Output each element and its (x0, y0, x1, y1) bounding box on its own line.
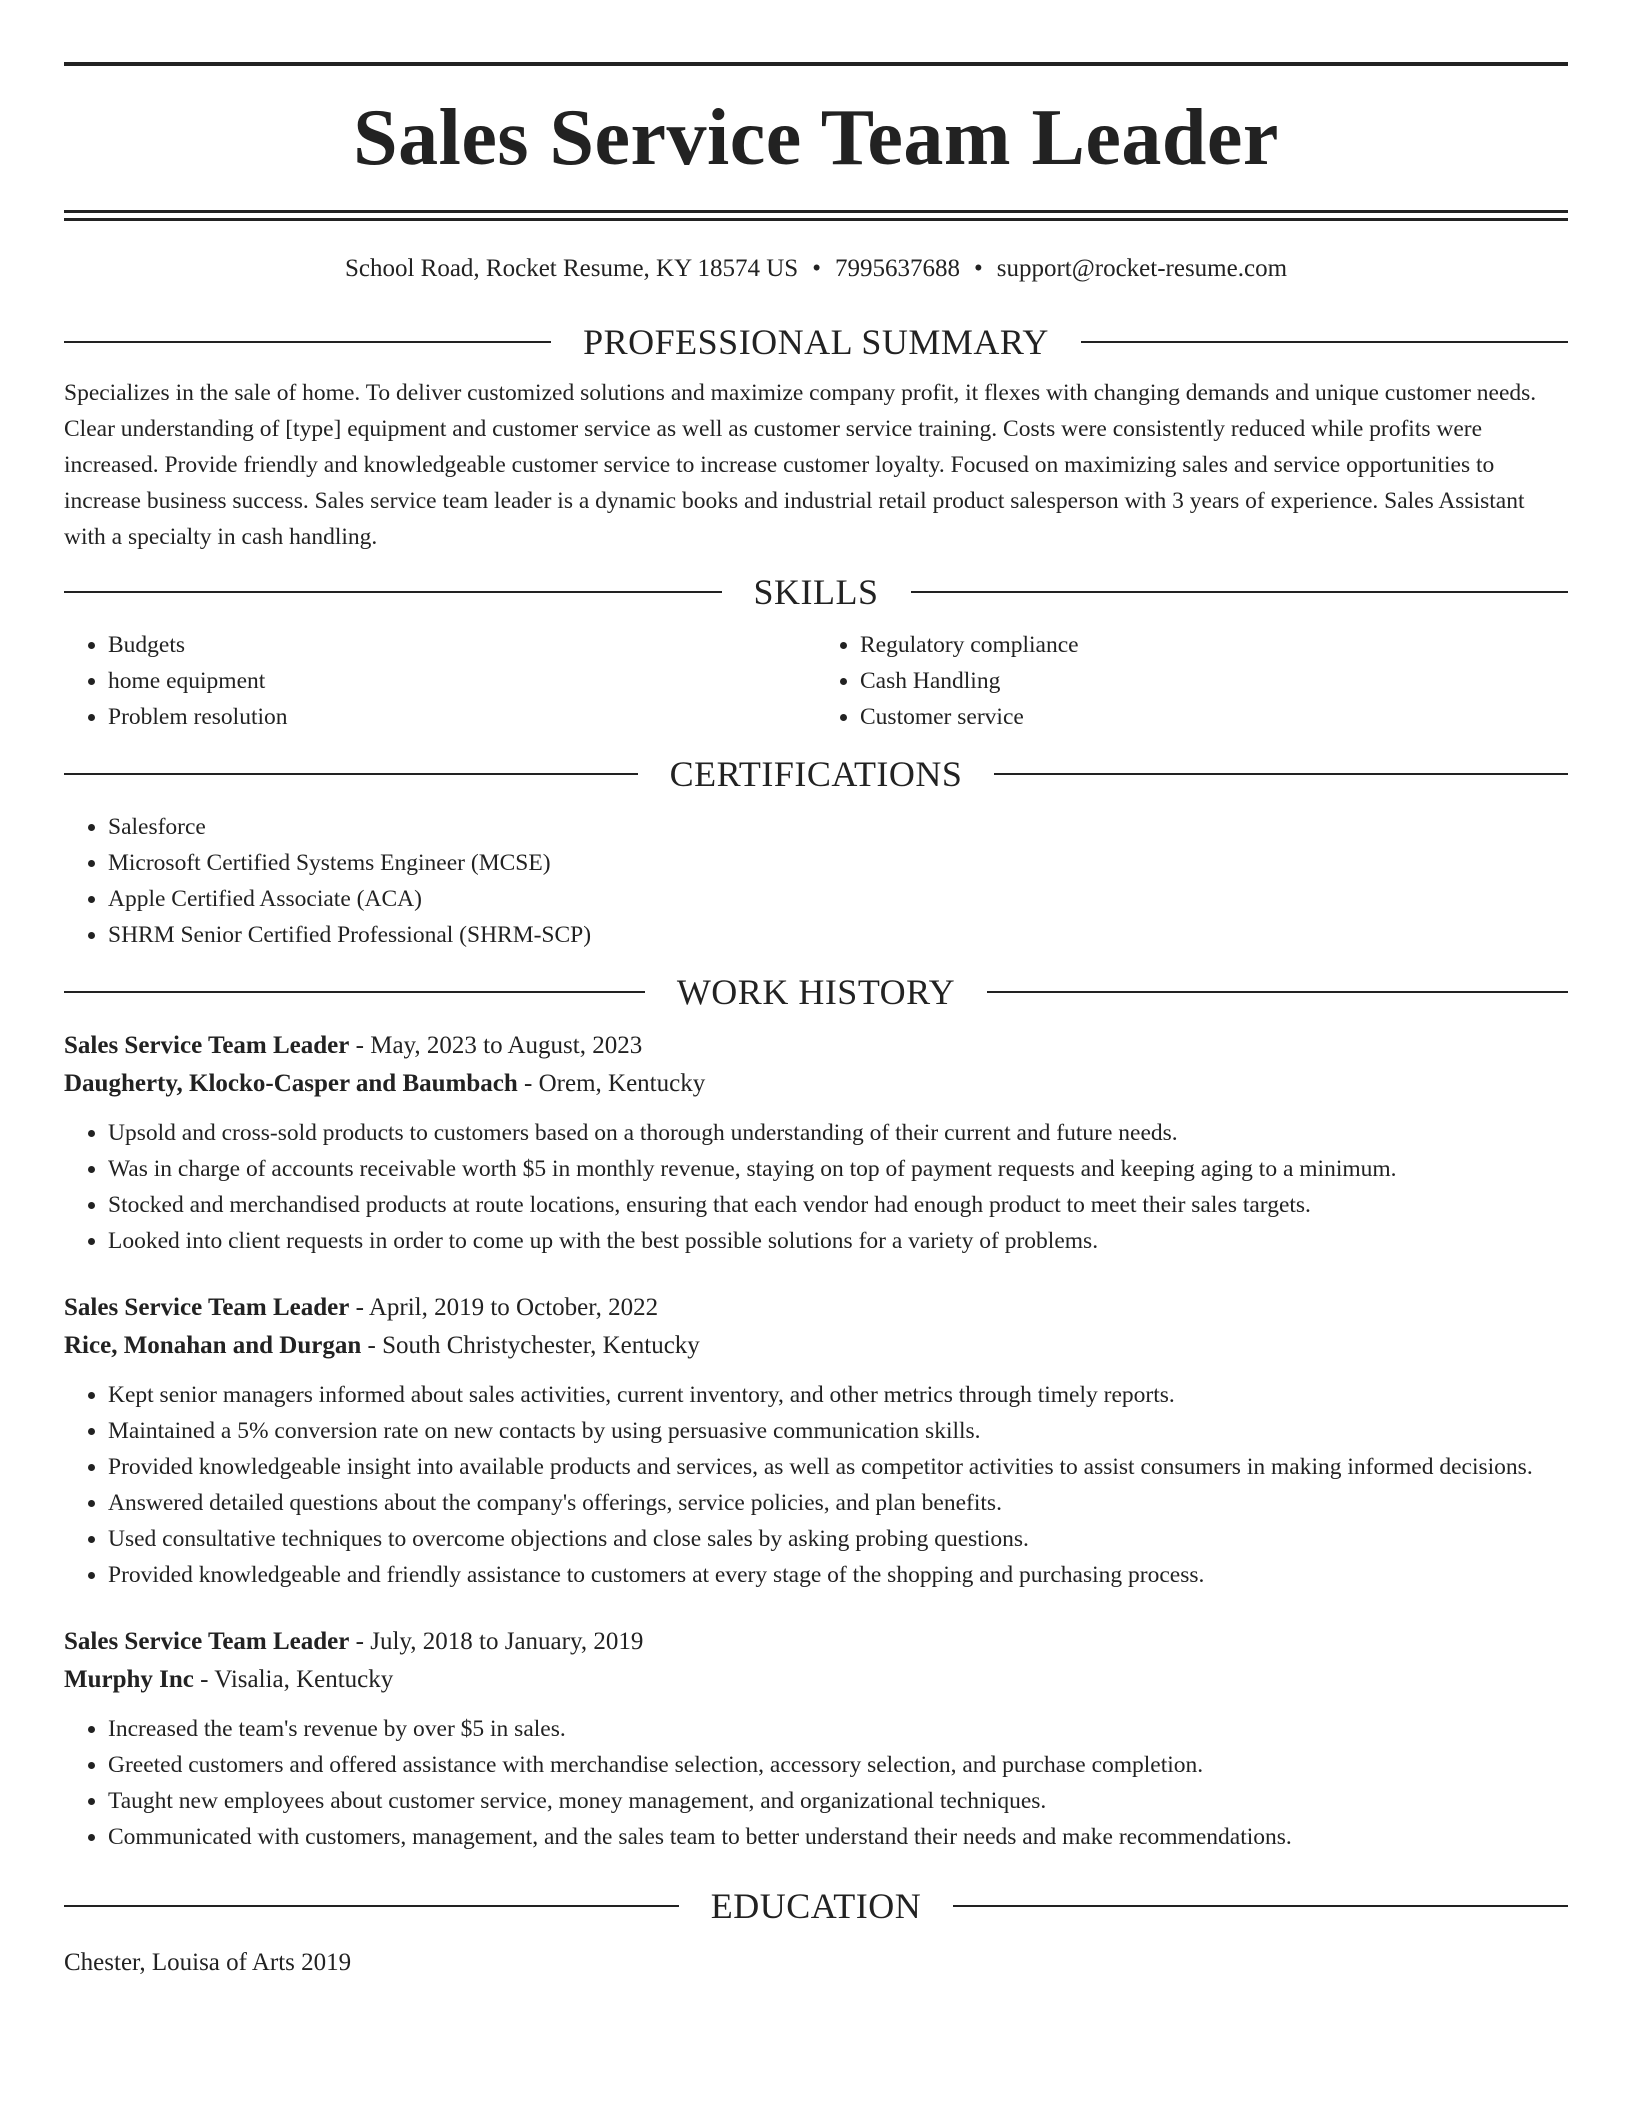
job-company: Rice, Monahan and Durgan (64, 1332, 362, 1359)
education-heading (64, 1885, 1568, 1927)
job-bullet: • Provided knowledgeable insight into available products and services, as well as competitor activities to assist consumers in making informed decisions. (108, 1449, 1568, 1485)
job-bullet: • Kept senior managers informed about sales activities, current inventory, and other metrics through timely reports. (108, 1377, 1568, 1413)
summary-heading-label: PROFESSIONAL SUMMARY (583, 322, 1049, 362)
skill-item: • home equipment (108, 663, 816, 699)
summary-heading (64, 321, 1568, 363)
heading-rule (994, 773, 1568, 775)
job-dates: - April, 2019 to October, 2022 (349, 1294, 659, 1321)
job-company-line (64, 1661, 1568, 1699)
education-heading-label: EDUCATION (710, 1886, 922, 1926)
job-company: Daugherty, Klocko-Casper and Baumbach (64, 1070, 518, 1097)
job-bullet: • Looked into client requests in order to come up with the best possible solutions for a variety of problems. (108, 1223, 1568, 1259)
job-bullets (64, 1711, 1568, 1855)
skill-item: • Customer service (860, 699, 1568, 735)
job-bullets (64, 1115, 1568, 1259)
job-bullet: • Stocked and merchandised products at route locations, ensuring that each vendor had enough product to meet their sales targets. (108, 1187, 1568, 1223)
certification-item: • Microsoft Certified Systems Engineer (MCSE) (108, 845, 1568, 881)
job-company: Murphy Inc (64, 1666, 194, 1693)
job-title: Sales Service Team Leader (64, 1628, 350, 1655)
certification-item: • Apple Certified Associate (ACA) (108, 881, 1568, 917)
work-history-heading (64, 971, 1568, 1013)
skills-heading (64, 571, 1568, 613)
heading-rule (64, 773, 638, 775)
resume-page (64, 0, 1568, 1977)
resume-title: Sales Service Team Leader (353, 94, 1279, 182)
job-bullet: • Maintained a 5% conversion rate on new contacts by using persuasive communication skills. (108, 1413, 1568, 1449)
certifications-list (64, 809, 1568, 953)
skills-column-right (816, 627, 1568, 735)
skill-item: • Cash Handling (860, 663, 1568, 699)
job-bullets (64, 1377, 1568, 1593)
job-title: Sales Service Team Leader (64, 1032, 350, 1059)
summary-text: Specializes in the sale of home. To deliver customized solutions and maximize company profit, it flexes with changing demands and unique customer needs. Clear understanding of [type] equipment and customer service as well as customer service training. Costs were consistently reduced while profits were increased. Provide friendly and knowledgeable customer service to increase customer loyalty. Focused on maximizing sales and service opportunities to increase business success. Sales service team leader is a dynamic books and industrial retail product salesperson with 3 years of experience. Sales Assistant with a specialty in cash handling. (64, 380, 1537, 550)
job-bullet: • Upsold and cross-sold products to customers based on a thorough understanding of their current and future needs. (108, 1115, 1568, 1151)
job-title: Sales Service Team Leader (64, 1294, 350, 1321)
job-company-line (64, 1065, 1568, 1103)
heading-rule (64, 591, 722, 593)
heading-rule (911, 591, 1569, 593)
job-bullet: • Provided knowledgeable and friendly assistance to customers at every stage of the shopping and purchasing process. (108, 1557, 1568, 1593)
job-company-line (64, 1327, 1568, 1365)
certification-item: • SHRM Senior Certified Professional (SHRM-SCP) (108, 917, 1568, 953)
certifications-heading (64, 753, 1568, 795)
certifications-heading-label: CERTIFICATIONS (669, 754, 963, 794)
job-bullet: • Taught new employees about customer service, money management, and organizational techniques. (108, 1783, 1568, 1819)
heading-rule (987, 991, 1568, 993)
skills-heading-label: SKILLS (753, 572, 879, 612)
job-location: - Orem, Kentucky (517, 1070, 706, 1097)
contact-address: School Road, Rocket Resume, KY 18574 US (344, 255, 799, 282)
contact-separator: • (973, 255, 983, 282)
heading-rule (64, 341, 551, 343)
education-entry: Chester, Louisa of Arts 2019 (64, 1949, 352, 1976)
job-bullet: • Answered detailed questions about the company's offerings, service policies, and plan benefits. (108, 1485, 1568, 1521)
job-entry (64, 1623, 1568, 1855)
heading-rule (64, 991, 645, 993)
skills-list (64, 627, 1568, 735)
certification-item: • Salesforce (108, 809, 1568, 845)
heading-rule (1081, 341, 1568, 343)
title-double-rule (64, 210, 1568, 221)
job-bullet: • Increased the team's revenue by over $5 in sales. (108, 1711, 1568, 1747)
job-title-line (64, 1027, 1568, 1065)
contact-line (64, 255, 1568, 283)
job-title-line (64, 1289, 1568, 1327)
job-bullet: • Used consultative techniques to overcome objections and close sales by asking probing questions. (108, 1521, 1568, 1557)
job-bullet: • Communicated with customers, management, and the sales team to better understand their needs and make recommendations. (108, 1819, 1568, 1855)
work-history-heading-label: WORK HISTORY (676, 972, 956, 1012)
skills-column-left (64, 627, 816, 735)
skill-item: • Regulatory compliance (860, 627, 1568, 663)
job-entry (64, 1289, 1568, 1593)
contact-email: support@rocket-resume.com (996, 255, 1288, 282)
job-entry (64, 1027, 1568, 1259)
skill-item: • Problem resolution (108, 699, 816, 735)
job-location: - South Christychester, Kentucky (361, 1332, 700, 1359)
job-bullet: • Was in charge of accounts receivable worth $5 in monthly revenue, staying on top of payment requests and keeping aging to a minimum. (108, 1151, 1568, 1187)
skill-item: • Budgets (108, 627, 816, 663)
job-dates: - July, 2018 to January, 2019 (349, 1628, 644, 1655)
job-bullet: • Greeted customers and offered assistance with merchandise selection, accessory selection, and purchase completion. (108, 1747, 1568, 1783)
job-location: - Visalia, Kentucky (193, 1666, 394, 1693)
top-rule (64, 62, 1568, 66)
heading-rule (64, 1905, 679, 1907)
job-dates: - May, 2023 to August, 2023 (349, 1032, 643, 1059)
contact-separator: • (812, 255, 821, 282)
job-title-line (64, 1623, 1568, 1661)
contact-phone: 7995637688 (834, 255, 960, 282)
heading-rule (953, 1905, 1568, 1907)
